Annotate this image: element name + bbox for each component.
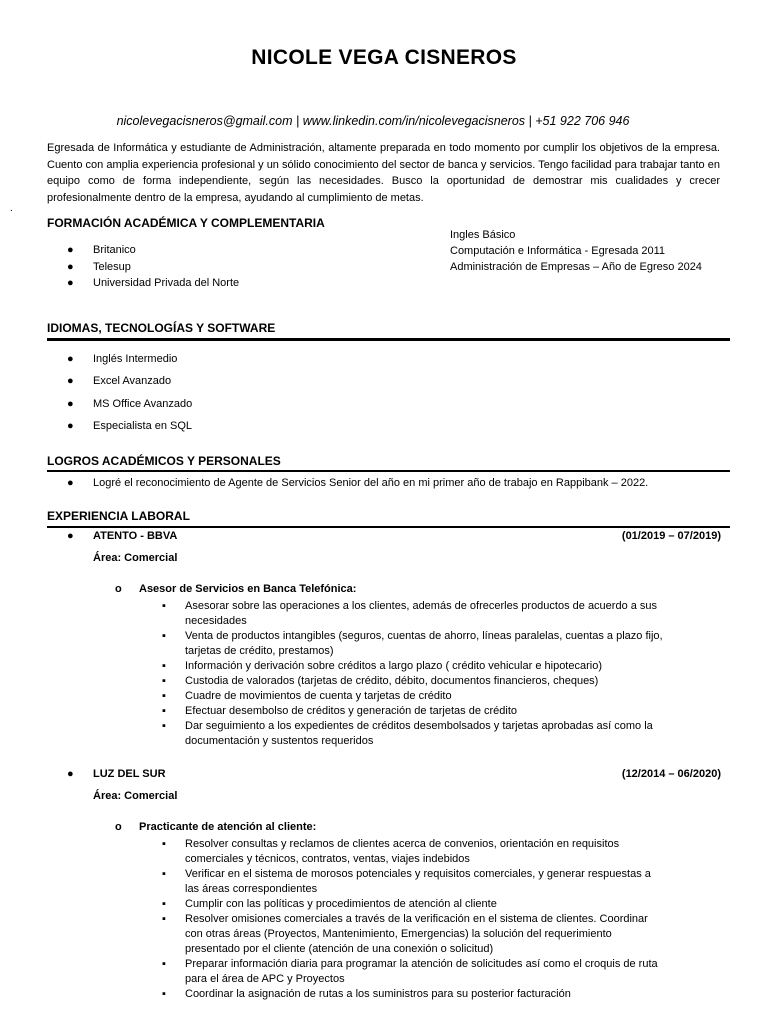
section-divider bbox=[47, 470, 730, 472]
section-title-idiomas: IDIOMAS, TECNOLOGÍAS Y SOFTWARE bbox=[47, 321, 276, 335]
idiomas-list bbox=[67, 348, 192, 437]
resume-page: NICOLE VEGA CISNEROS nicolevegacisneros@gmail.com | www.linkedin.com/in/nicolevegacisneros | +51 922 706 946 Egresada de Informática y estudiante de Administración, altamente preparada en todo momento por cumplir los objetivos de la empresa. Cuento con amplia experiencia profesional y un sólido conocimiento del sector de banca y servicios. Tengo facilidad para trabajar tanto en equipo como de forma independiente, según las necesidades. Busco la oportunidad de demostrar mis cualidades y crecer profesionalmente dentro de la empresa, ayudando al cumplimiento de metas. . FORMACIÓN ACADÉMICA Y COMPLEMENTARIA ● Britanico ● Telesup ● Universidad Privada del Norte Ingles Básico Computación e Informática - Egresada 2011 Administración de Empresas – Año de Egreso 2024 IDIOMAS, TECNOLOGÍAS Y SOFTWARE ● Inglés Intermedio ● Excel Avanzado ● MS Office Avanzado ● Especialista en SQL LOGROS ACADÉMICOS Y PERSONALES ● Logré el reconocimiento de Agente de Servicios Senior del año en mi primer año de trabajo en Rappibank – 2022. EXPERIENCIA LABORAL ● ATENTO - BBVA (01/2019 – 07/2019) Área: Comercial o Asesor de Servicios en Banca Telefónica: ▪ Asesorar sobre las operaciones a los clientes, además de ofrecerles productos de acuerdo a sus necesidades ▪ Venta de productos intangibles (seguros, cuentas de ahorro, líneas paralelas, cuentas a plazo fijo, tarjetas de crédito, prestamos) ▪ Información y derivación sobre créditos a largo plazo ( crédito vehicular e hipotecario) ▪ Custodia de valorados (tarjetas de crédito, débito, documentos financieros, cheques) ▪ Cuadre de movimientos de cuenta y tarjetas de crédito ▪ Efectuar desembolso de créditos y generación de tarjetas de crédito ▪ Dar seguimiento a los expedientes de créditos desembolsados y tarjetas aprobadas así como la documentación y sustentos requeridos ● LUZ DEL SUR (12/2014 – 06/2020) Área: Comercial o Practicante de atención al cliente: ▪ Resolver consultas y reclamos de clientes acerca de convenios, orientación en requisitos comerciales y técnicos, contratos, ventas, viajes indebidos ▪ Verificar en el sistema de morosos potenciales y requisitos comerciales, y generar respuestas a las áreas correspondientes ▪ Cumplir con las políticas y procedimientos de atención al cliente ▪ Resolver omisiones comerciales a través de la verificación en el sistema de clientes. Coordinar con otras áreas (Proyectos, Mantenimiento, Emergencias) la solución del requerimiento presentado por el cliente (atención de una conexión o solicitud) ▪ Preparar información diaria para programar la atención de solicitudes así como el croquis de ruta para el área de APC y Proyectos ▪ Coordinar la asignación de rutas a los suministros para su posterior facturación bbox=[0, 0, 768, 1024]
section-title-formacion: FORMACIÓN ACADÉMICA Y COMPLEMENTARIA bbox=[47, 216, 325, 230]
logros-list bbox=[67, 476, 648, 491]
list-item: ▪ Cumplir con las políticas y procedimientos de atención al cliente bbox=[162, 898, 497, 910]
bullet-icon: ● bbox=[67, 530, 74, 542]
section-title-experiencia: EXPERIENCIA LABORAL bbox=[47, 509, 190, 523]
job-area: Área: Comercial bbox=[93, 552, 178, 564]
formacion-detail: Administración de Empresas – Año de Egreso 2024 bbox=[450, 261, 702, 273]
list-item: ● Inglés Intermedio bbox=[67, 348, 192, 370]
formacion-detail: Computación e Informática - Egresada 2011 bbox=[450, 245, 666, 257]
list-item: ▪ Dar seguimiento a los expedientes de créditos desembolsados y tarjetas aprobadas así como la documentación y sustentos requeridos bbox=[162, 720, 653, 747]
square-bullet-icon: ▪ bbox=[162, 675, 166, 687]
list-item: ● Universidad Privada del Norte bbox=[67, 275, 239, 292]
bullet-icon: ● bbox=[67, 260, 74, 273]
job-duties-list bbox=[160, 599, 665, 749]
list-item: ▪ Preparar información diaria para programar la atención de solicitudes así como el croquis de ruta para el área de APC y Proyectos bbox=[162, 958, 658, 985]
list-item: ● Logré el reconocimiento de Agente de Servicios Senior del año en mi primer año de trabajo en Rappibank – 2022. bbox=[67, 477, 649, 489]
bullet-icon: ● bbox=[67, 419, 74, 432]
section-divider bbox=[47, 526, 730, 528]
list-item: ● MS Office Avanzado bbox=[67, 393, 192, 415]
list-item: ● Telesup bbox=[67, 259, 239, 276]
list-item: ▪ Resolver consultas y reclamos de clientes acerca de convenios, orientación en requisitos comerciales y técnicos, contratos, ventas, viajes indebidos bbox=[162, 838, 620, 865]
job-area: Área: Comercial bbox=[93, 790, 178, 802]
contact-line: nicolevegacisneros@gmail.com | www.linkedin.com/in/nicolevegacisneros | +51 922 706 946 bbox=[116, 114, 630, 128]
list-item: ● Excel Avanzado bbox=[67, 370, 192, 392]
list-item: ▪ Resolver omisiones comerciales a través de la verificación en el sistema de clientes. Coordinar con otras áreas (Proyectos, Mantenimiento, Emergencias) la solución del requerimiento presentado por el cliente (atención de una conexión o solicitud) bbox=[162, 913, 648, 955]
bullet-icon: ● bbox=[67, 768, 74, 780]
formacion-details bbox=[450, 227, 702, 275]
job-duties-list bbox=[160, 837, 665, 1002]
job-company: LUZ DEL SUR bbox=[93, 768, 166, 780]
sub-bullet-icon: o bbox=[115, 583, 122, 595]
square-bullet-icon: ▪ bbox=[162, 705, 166, 717]
list-item: ▪ Custodia de valorados (tarjetas de crédito, débito, documentos financieros, cheques) bbox=[162, 675, 599, 687]
bullet-icon: ● bbox=[67, 353, 74, 365]
list-item: ● Britanico bbox=[67, 242, 239, 259]
stray-mark: . bbox=[10, 203, 13, 214]
list-item: ▪ Asesorar sobre las operaciones a los clientes, además de ofrecerles productos de acuerdo a sus necesidades bbox=[162, 600, 658, 627]
square-bullet-icon: ▪ bbox=[162, 868, 166, 880]
square-bullet-icon: ▪ bbox=[162, 720, 166, 732]
square-bullet-icon: ▪ bbox=[162, 630, 166, 642]
square-bullet-icon: ▪ bbox=[162, 660, 166, 672]
square-bullet-icon: ▪ bbox=[162, 958, 166, 970]
square-bullet-icon: ▪ bbox=[162, 690, 166, 702]
job-dates: (01/2019 – 07/2019) bbox=[621, 530, 721, 542]
job-company: ATENTO - BBVA bbox=[93, 530, 178, 542]
bullet-icon: ● bbox=[67, 277, 74, 289]
square-bullet-icon: ▪ bbox=[162, 913, 166, 925]
section-title-logros: LOGROS ACADÉMICOS Y PERSONALES bbox=[47, 454, 281, 468]
square-bullet-icon: ▪ bbox=[162, 600, 166, 612]
bullet-icon: ● bbox=[67, 244, 74, 256]
list-item: ▪ Venta de productos intangibles (seguros, cuentas de ahorro, líneas paralelas, cuentas a plazo fijo, tarjetas de crédito, prestamos) bbox=[162, 630, 663, 657]
list-item: ● Especialista en SQL bbox=[67, 415, 192, 437]
bullet-icon: ● bbox=[67, 397, 74, 410]
section-divider bbox=[47, 338, 730, 341]
list-item: ▪ Verificar en el sistema de morosos potenciales y requisitos comerciales, y generar respuestas a las áreas correspondientes bbox=[162, 868, 651, 895]
list-item: ▪ Información y derivación sobre créditos a largo plazo ( crédito vehicular e hipotecario) bbox=[162, 660, 602, 672]
square-bullet-icon: ▪ bbox=[162, 988, 166, 1000]
bullet-icon: ● bbox=[67, 477, 74, 489]
list-item: ▪ Cuadre de movimientos de cuenta y tarjetas de crédito bbox=[162, 690, 452, 702]
candidate-name: NICOLE VEGA CISNEROS bbox=[251, 46, 517, 69]
formacion-institution-list bbox=[67, 242, 239, 292]
formacion-detail: Ingles Básico bbox=[450, 229, 516, 241]
list-item: ▪ Coordinar la asignación de rutas a los suministros para su posterior facturación bbox=[162, 988, 571, 1000]
list-item: ▪ Efectuar desembolso de créditos y generación de tarjetas de crédito bbox=[162, 705, 518, 717]
square-bullet-icon: ▪ bbox=[162, 898, 166, 910]
sub-bullet-icon: o bbox=[115, 821, 122, 833]
bullet-icon: ● bbox=[67, 375, 74, 388]
job-dates: (12/2014 – 06/2020) bbox=[621, 768, 721, 780]
square-bullet-icon: ▪ bbox=[162, 838, 166, 850]
profile-summary: Egresada de Informática y estudiante de Administración, altamente preparada en todo momento por cumplir los objetivos de la empresa. Cuento con amplia experiencia profesional y un sólido conocimiento del sector de banca y servicios. Tengo facilidad para trabajar tanto en equipo como de forma independiente, según las necesidades. Busco la oportunidad de demostrar mis cualidades y crecer profesionalmente dentro de la empresa, ayudando al cumplimiento de metas. bbox=[47, 142, 720, 204]
